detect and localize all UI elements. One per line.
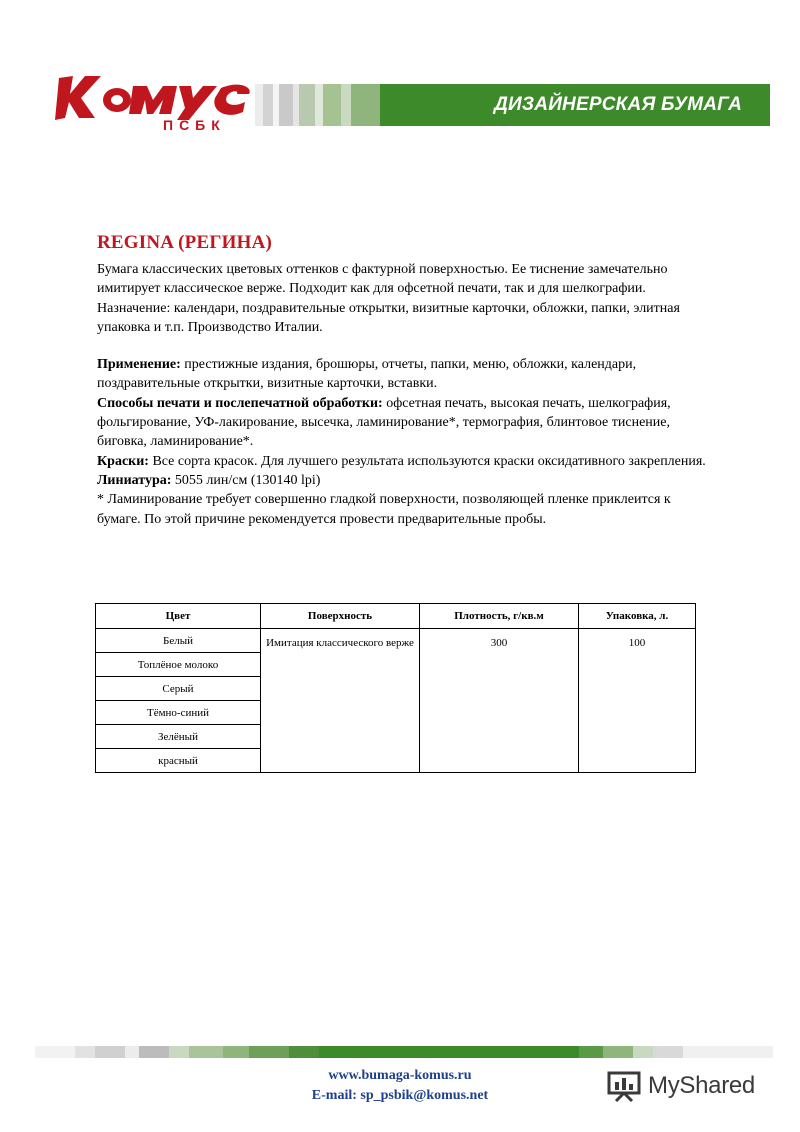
color-cell: Зелёный	[96, 725, 261, 749]
product-intro: Бумага классических цветовых оттенков с фактурной поверхностью. Ее тиснение замечательно имитирует классическое верже. Подходит как для офсетной печати, так и для шелкографии. Назначение: календари, поздравительные открытки, визитные карточки, обложки, папки, элитная упаковка и т.п. Производство Италии.	[97, 262, 680, 335]
printing-text: офсетная печать, высокая печать, шелкография, фольгирование, УФ-лакирование, высечка, ламинирование*, термография, блинтовое тиснение, биговка, ламинирование*.	[97, 395, 671, 450]
footer-decor-stripes	[35, 1046, 773, 1058]
application-paragraph	[97, 355, 717, 394]
lineature-text: 5055 лин/см (130140 lpi)	[171, 472, 321, 488]
inks-label: Краски:	[97, 453, 149, 469]
header-density: Плотность, г/кв.м	[420, 604, 579, 629]
komus-logo	[55, 70, 255, 134]
density-cell: 300	[420, 629, 579, 773]
product-title: REGINA (РЕГИНА)	[97, 232, 273, 253]
printing-paragraph	[97, 394, 717, 452]
presentation-icon	[606, 1070, 642, 1102]
color-cell: Тёмно-синий	[96, 701, 261, 725]
banner-title: ДИЗАЙНЕРСКАЯ БУМАГА	[494, 94, 742, 115]
color-cell: Серый	[96, 677, 261, 701]
header-package: Упаковка, л.	[579, 604, 696, 629]
inks-text: Все сорта красок. Для лучшего результата используются краски оксидативного закрепления.	[148, 453, 706, 469]
color-cell: Топлёное молоко	[96, 653, 261, 677]
product-description	[97, 232, 717, 529]
watermark-text: MyShared	[648, 1072, 755, 1099]
printing-label: Способы печати и послепечатной обработки:	[97, 395, 383, 411]
color-cell: красный	[96, 749, 261, 773]
application-text: престижные издания, брошюры, отчеты, папки, меню, обложки, календари, поздравительные открытки, визитные карточки, вставки.	[97, 357, 637, 392]
logo-subtext: ПСБК	[163, 117, 226, 133]
spec-table	[95, 603, 696, 773]
application-label: Применение:	[97, 357, 181, 373]
inks-paragraph	[97, 452, 717, 471]
lineature-paragraph	[97, 471, 717, 490]
email-link[interactable]: E-mail: sp_psbik@komus.net	[311, 1088, 489, 1103]
header-color: Цвет	[96, 604, 261, 629]
table-header-row	[96, 604, 696, 629]
lamination-note: * Ламинирование требует совершенно гладкой поверхности, позволяющей пленке приклеится к бумаге. По этой причине рекомендуется провести предварительные пробы.	[97, 492, 671, 527]
surface-cell: Имитация классического верже	[261, 629, 420, 773]
website-link[interactable]: www.bumaga-komus.ru	[328, 1068, 472, 1083]
package-cell: 100	[579, 629, 696, 773]
myshared-watermark	[606, 1068, 776, 1104]
footer-contacts	[250, 1066, 550, 1106]
color-cell: Белый	[96, 629, 261, 653]
header-surface: Поверхность	[261, 604, 420, 629]
lineature-label: Линиатура:	[97, 472, 172, 488]
section-banner	[380, 84, 770, 126]
table-row	[96, 629, 696, 653]
header-decor-stripes	[255, 84, 380, 126]
